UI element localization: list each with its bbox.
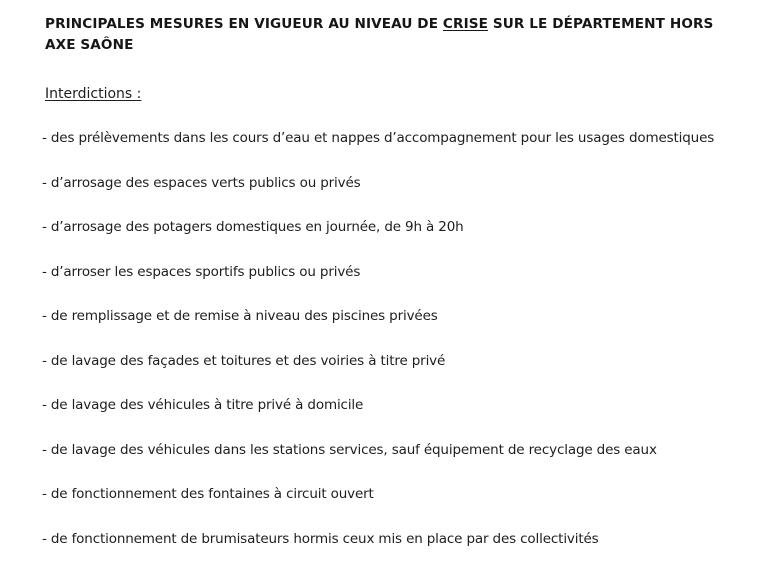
page-title bbox=[45, 14, 745, 56]
title-text-after: SUR LE DÉPARTEMENT HORS AXE SAÔNE bbox=[45, 16, 713, 53]
list-item: - de lavage des véhicules à titre privé à domicile bbox=[42, 395, 762, 440]
list-item: - de lavage des véhicules dans les stations services, sauf équipement de recyclage des eaux bbox=[42, 440, 762, 485]
list-item: - de fonctionnement des fontaines à circuit ouvert bbox=[42, 484, 762, 529]
list-item: - d’arroser les espaces sportifs publics ou privés bbox=[42, 262, 762, 307]
list-item: - de remplissage et de remise à niveau des piscines privées bbox=[42, 306, 762, 351]
list-item: - de lavage des façades et toitures et des voiries à titre privé bbox=[42, 351, 762, 396]
list-item: - d’arrosage des potagers domestiques en journée, de 9h à 20h bbox=[42, 217, 762, 262]
title-text-before: PRINCIPALES MESURES EN VIGUEUR AU NIVEAU DE bbox=[45, 16, 443, 32]
section-heading-interdictions: Interdictions : bbox=[45, 84, 141, 104]
list-item: - des prélèvements dans les cours d’eau et nappes d’accompagnement pour les usages domestiques bbox=[42, 128, 762, 173]
list-item: - d’arrosage des espaces verts publics ou privés bbox=[42, 173, 762, 218]
interdictions-list bbox=[42, 128, 762, 573]
title-crise-underlined: CRISE bbox=[443, 16, 488, 32]
list-item: - de fonctionnement de brumisateurs hormis ceux mis en place par des collectivités bbox=[42, 529, 762, 573]
